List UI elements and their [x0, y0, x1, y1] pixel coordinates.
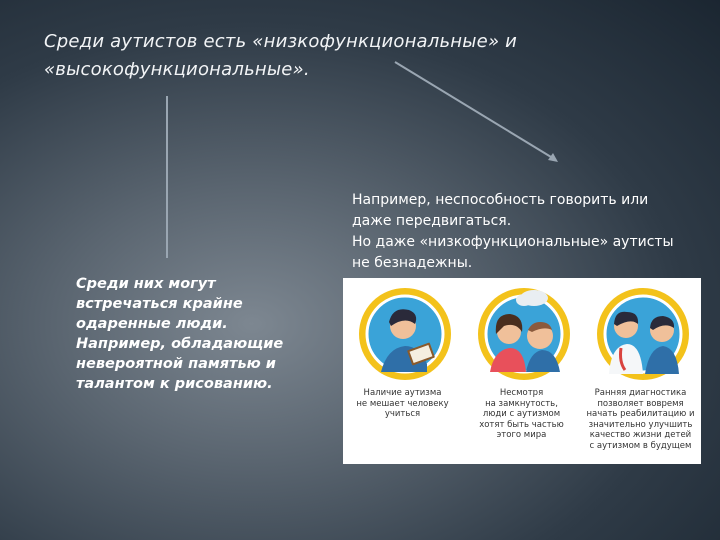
- right-line: Например, неспособность говорить или: [352, 192, 649, 208]
- left-line: невероятной памятью и: [76, 356, 276, 372]
- left-line: встречаться крайне: [76, 296, 243, 312]
- title-line-2: «высокофункциональные».: [44, 59, 310, 80]
- left-line: Например, обладающие: [76, 336, 284, 352]
- card-caption: [583, 388, 698, 451]
- doctor-patient-icon: [595, 286, 691, 382]
- infographic-panel: [343, 278, 701, 464]
- card-caption: [345, 388, 460, 420]
- caption-line: с аутизмом в будущем: [589, 440, 692, 451]
- right-description: [352, 190, 692, 274]
- infographic-card-1: [343, 278, 462, 464]
- people-thinking-icon: [476, 286, 572, 382]
- caption-line: хотят быть частью: [479, 419, 564, 430]
- teacher-reading-icon: [357, 286, 453, 382]
- caption-line: значительно улучшить: [588, 419, 693, 430]
- caption-line: учиться: [384, 409, 421, 419]
- caption-line: качество жизни детей: [589, 430, 692, 440]
- card-caption: [464, 388, 579, 441]
- left-line: Среди них могут: [76, 276, 216, 292]
- caption-line: позволяет вовремя: [597, 398, 684, 409]
- caption-line: Несмотря: [499, 388, 544, 398]
- caption-line: этого мира: [496, 430, 547, 440]
- arrow-line-right: [395, 62, 556, 160]
- right-line: даже передвигаться.: [352, 213, 512, 229]
- caption-line: люди с аутизмом: [482, 409, 561, 419]
- right-line: Но даже «низкофункциональные» аутисты: [352, 234, 674, 250]
- title-line-1: Среди аутистов есть «низкофункциональные» и: [44, 31, 518, 52]
- caption-line: на замкнутость,: [485, 398, 558, 409]
- left-line: талантом к рисованию.: [76, 376, 273, 392]
- infographic-card-2: [462, 278, 581, 464]
- infographic-card-3: [581, 278, 700, 464]
- left-line: одаренные люди.: [76, 316, 228, 332]
- right-line: не безнадежны.: [352, 255, 473, 271]
- caption-line: Наличие аутизма: [363, 388, 442, 398]
- caption-line: начать реабилитацию и: [586, 409, 695, 419]
- left-description: [76, 274, 306, 394]
- caption-line: Ранняя диагностика: [594, 388, 687, 398]
- arrow-head-right: [548, 153, 558, 162]
- caption-line: не мешает человеку: [356, 398, 449, 409]
